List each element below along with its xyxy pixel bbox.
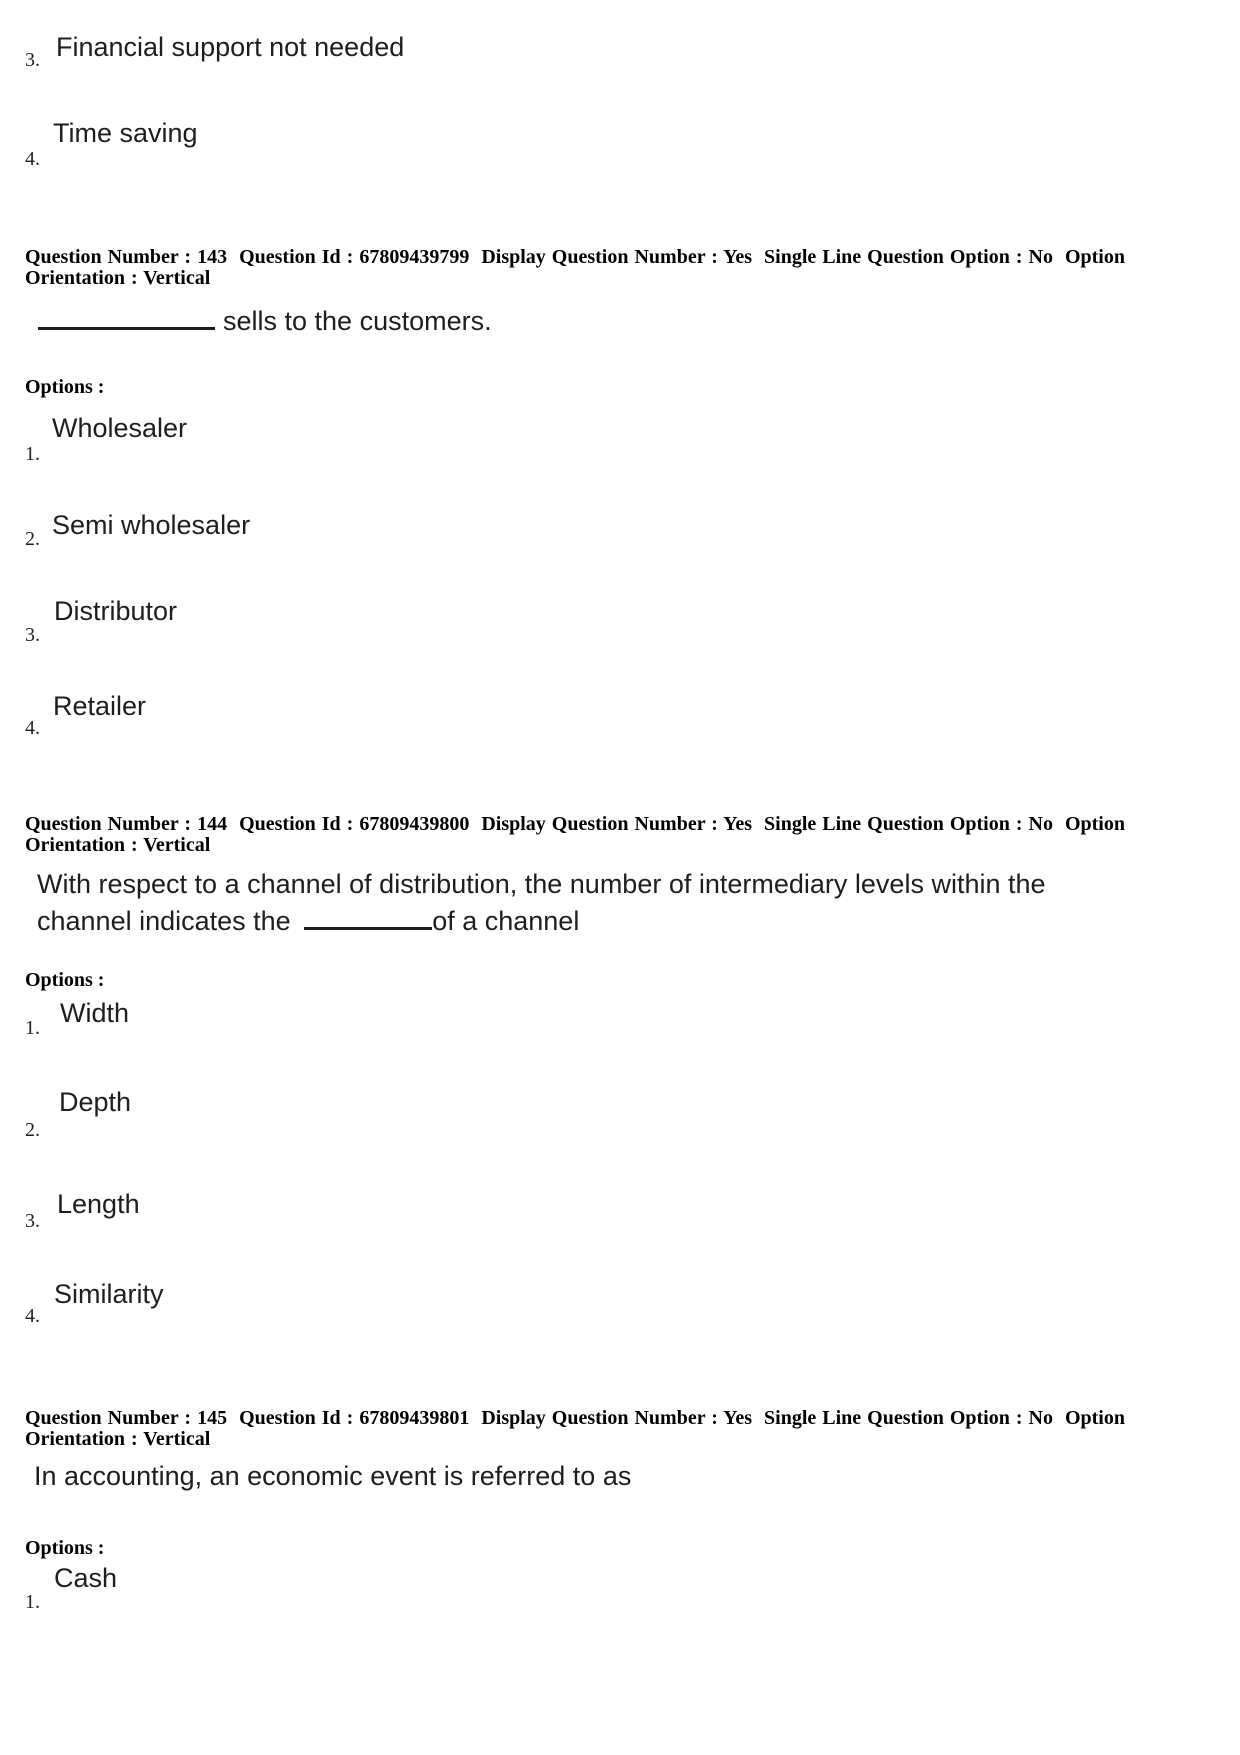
option-text: Semi wholesaler bbox=[52, 510, 251, 540]
options-label: Options : bbox=[25, 376, 105, 398]
option-text: Retailer bbox=[53, 691, 147, 721]
option-number: 4. bbox=[25, 1305, 40, 1327]
question-header-line1: Question Number : 144 Question Id : 67809439800 Display Question Number : Yes Single Line Question Option : No Option bbox=[25, 813, 1125, 835]
option-number: 3. bbox=[25, 49, 40, 71]
option-text: Depth bbox=[59, 1087, 132, 1117]
option-number: 1. bbox=[25, 1591, 40, 1613]
option-text: Time saving bbox=[53, 118, 198, 148]
question-header bbox=[25, 247, 1220, 289]
question-text-after-blank: of a channel bbox=[432, 906, 580, 936]
options-label: Options : bbox=[25, 969, 105, 991]
option-number: 4. bbox=[25, 148, 40, 170]
option-text: Width bbox=[60, 998, 130, 1028]
option-number: 1. bbox=[25, 1017, 40, 1039]
option-text: Cash bbox=[54, 1563, 118, 1593]
option-text: Financial support not needed bbox=[56, 32, 405, 62]
option-text: Distributor bbox=[54, 596, 178, 626]
question-text-content: sells to the customers. bbox=[223, 306, 492, 336]
option-number: 2. bbox=[25, 528, 40, 550]
question-text-line1: With respect to a channel of distribution, the number of intermediary levels within the bbox=[37, 869, 1046, 899]
option-number: 4. bbox=[25, 717, 40, 739]
options-label: Options : bbox=[25, 1537, 105, 1559]
question-header-line2: Orientation : Vertical bbox=[25, 1428, 211, 1450]
option-number: 2. bbox=[25, 1119, 40, 1141]
question-text-line2 bbox=[37, 905, 579, 935]
question-header bbox=[25, 814, 1220, 856]
question-header-line1: Question Number : 143 Question Id : 67809439799 Display Question Number : Yes Single Line Question Option : No Option bbox=[25, 246, 1125, 268]
answer-blank bbox=[38, 305, 215, 330]
option-text: Length bbox=[57, 1189, 140, 1219]
option-text: Wholesaler bbox=[52, 413, 188, 443]
question-text: In accounting, an economic event is referred to as bbox=[34, 1461, 632, 1491]
option-number: 1. bbox=[25, 443, 40, 465]
option-text: Similarity bbox=[54, 1279, 164, 1309]
question-text-before-blank: channel indicates the bbox=[37, 906, 291, 936]
option-number: 3. bbox=[25, 1210, 40, 1232]
question-header bbox=[25, 1408, 1220, 1450]
answer-blank bbox=[304, 905, 432, 930]
question-header-line1: Question Number : 145 Question Id : 67809439801 Display Question Number : Yes Single Line Question Option : No Option bbox=[25, 1407, 1125, 1429]
question-text bbox=[38, 305, 492, 335]
question-header-line2: Orientation : Vertical bbox=[25, 834, 211, 856]
question-header-line2: Orientation : Vertical bbox=[25, 267, 211, 289]
option-number: 3. bbox=[25, 624, 40, 646]
